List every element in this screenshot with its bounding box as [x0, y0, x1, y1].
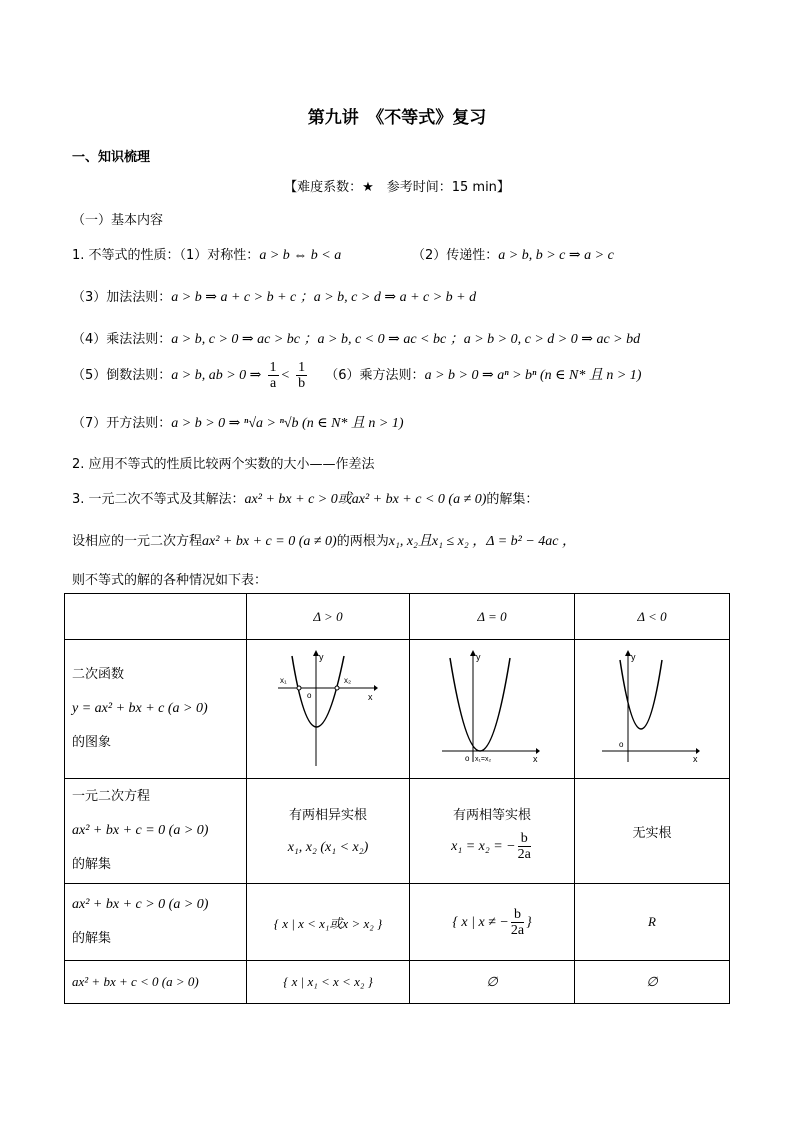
property-3-line — [72, 286, 476, 306]
property-5-line: （5）倒数法则：a > b, ab > 0 ⇒ $\frac{1}{a}$ < $\frac{1}{b}$ （6）乘方法则：a > b > 0 ⇒ aⁿ > bⁿ (n ∈ N* 且 n > 1) — [72, 360, 642, 391]
graph-label-x2: x₂ — [344, 676, 352, 685]
row-label-line: 二次函数 — [72, 667, 125, 682]
table-header-row — [65, 594, 730, 640]
parabola-no-root-graph — [602, 648, 702, 766]
property-2-line — [412, 244, 614, 264]
graph-label-origin: o — [619, 740, 624, 749]
row-label-graph — [65, 640, 247, 779]
property-1-line — [72, 244, 341, 264]
graph-label-x: x — [693, 754, 698, 764]
header-delta-zero: Δ = 0 — [410, 594, 575, 640]
cell-text: 有两相等实根 — [452, 807, 531, 823]
property-intro: 1. 不等式的性质：（1）对称性： — [72, 248, 260, 263]
row-label-line: 一元二次方程 — [72, 789, 151, 804]
graph-label-origin: o — [307, 691, 312, 700]
graph-cell-negative — [575, 640, 730, 779]
graph-label-y: y — [631, 652, 636, 662]
fraction-1-over-b: $\frac{1}{b}$ — [298, 360, 306, 391]
greater-cell-negative: R — [575, 884, 730, 961]
equation-cell-positive — [247, 779, 410, 884]
property-2-math: a > b, b > c ⇒ a > c — [498, 248, 614, 263]
graph-label-y: y — [319, 652, 324, 662]
cell-math: x₁, x₂ (x₁ < x₂) — [287, 840, 369, 855]
equation-cell-zero — [410, 779, 575, 884]
graph-label-origin: o — [465, 754, 470, 763]
less-cell-negative: ∅ — [575, 961, 730, 1004]
property-4-label: （4）乘法法则： — [72, 332, 172, 347]
item-3-math: ax² + bx + c > 0或ax² + bx + c < 0 (a ≠ 0) — [244, 492, 487, 507]
less-cell-positive: { x | x₁ < x < x₂ } — [247, 961, 410, 1004]
cell-math: x₁ = x₂ = − — [451, 838, 516, 854]
property-4-line — [72, 328, 640, 348]
cell-math: } — [526, 914, 532, 930]
property-7-line — [72, 412, 404, 432]
graph-label-y: y — [476, 652, 481, 662]
setup-text-a: 设相应的一元二次方程 — [72, 534, 203, 549]
page-title: 第九讲 《不等式》复习 — [307, 108, 487, 128]
graph-label-x: x — [533, 754, 538, 764]
graph-label-x1x2: x₁=x₂ — [475, 756, 492, 763]
row-label-less: ax² + bx + c < 0 (a > 0) — [65, 961, 247, 1004]
property-5-math: a > b, ab > 0 ⇒ — [171, 368, 262, 383]
cell-math: { x | x ≠ − — [452, 914, 509, 930]
table-row-greater — [65, 884, 730, 961]
row-label-line: 的解集 — [72, 857, 112, 872]
property-7-math: a > b > 0 ⇒ ⁿ√a > ⁿ√b (n ∈ N* 且 n > 1) — [171, 416, 404, 431]
solution-table — [64, 593, 730, 1004]
table-row-equation — [65, 779, 730, 884]
property-4-math: a > b, c > 0 ⇒ ac > bc ；a > b, c < 0 ⇒ ac < bc ；a > b > 0, c > d > 0 ⇒ ac > bd — [171, 332, 641, 347]
graph-label-x1: x₁ — [280, 676, 287, 685]
row-label-line: 的图象 — [72, 735, 112, 750]
subsection-heading: （一）基本内容 — [72, 213, 164, 228]
greater-cell-positive: { x | x < x₁或x > x₂ } — [247, 884, 410, 961]
property-3-math: a > b ⇒ a + c > b + c ；a > b, c > d ⇒ a + c > b + d — [171, 290, 477, 305]
row-label-math: ax² + bx + c > 0 (a > 0) — [72, 897, 209, 912]
cell-math-line — [410, 831, 574, 862]
setup-line — [72, 530, 576, 550]
property-7-label: （7）开方法则： — [72, 416, 172, 431]
header-empty-cell — [65, 594, 247, 640]
item-3-text: 3. 一元二次不等式及其解法： — [72, 492, 245, 507]
item-3-tail: 的解集： — [486, 492, 539, 507]
row-label-equation — [65, 779, 247, 884]
setup-text-b: 的两根为 — [336, 534, 389, 549]
fraction-b-over-2a: $\frac{b}{2a}$ — [510, 906, 525, 938]
fraction-1-over-a: $\frac{1}{a}$ — [269, 360, 277, 391]
property-6-label: （6）乘方法则： — [325, 368, 425, 383]
item-3-line — [72, 488, 538, 508]
property-6-math: a > b > 0 ⇒ aⁿ > bⁿ (n ∈ N* 且 n > 1) — [424, 368, 642, 383]
parabola-two-roots-graph — [278, 648, 378, 766]
row-label-line: 的解集 — [72, 931, 112, 946]
graph-cell-positive — [247, 640, 410, 779]
graph-label-x: x — [368, 692, 373, 702]
table-intro: 则不等式的解的各种情况如下表： — [72, 573, 268, 588]
property-5-label: （5）倒数法则： — [72, 368, 172, 383]
difficulty-line: 【难度系数：★ 参考时间：15 min】 — [284, 180, 510, 195]
equation-cell-negative: 无实根 — [575, 779, 730, 884]
row-label-math: y = ax² + bx + c (a > 0) — [72, 701, 208, 716]
header-delta-positive: Δ > 0 — [247, 594, 410, 640]
property-2-label: （2）传递性： — [412, 248, 499, 263]
row-label-math: ax² + bx + c = 0 (a > 0) — [72, 823, 209, 838]
property-1-math: a > b ⇔ b < a — [259, 248, 342, 263]
property-3-label: （3）加法法则： — [72, 290, 172, 305]
table-row-less — [65, 961, 730, 1004]
greater-cell-zero — [410, 884, 575, 961]
fraction-b-over-2a: $\frac{b}{2a}$ — [517, 830, 531, 862]
row-label-greater — [65, 884, 247, 961]
table-row-graph — [65, 640, 730, 779]
section-heading: 一、知识梳理 — [72, 150, 151, 165]
cell-text: 有两相异实根 — [288, 808, 367, 823]
setup-math-a: ax² + bx + c = 0 (a ≠ 0) — [202, 534, 337, 549]
header-delta-negative: Δ < 0 — [575, 594, 730, 640]
parabola-one-root-graph — [442, 648, 542, 766]
item-2: 2. 应用不等式的性质比较两个实数的大小——作差法 — [72, 457, 375, 472]
setup-math-b: x₁, x₂且x₁ ≤ x₂ ，Δ = b² − 4ac ， — [388, 534, 577, 549]
graph-cell-zero — [410, 640, 575, 779]
less-cell-zero: ∅ — [410, 961, 575, 1004]
